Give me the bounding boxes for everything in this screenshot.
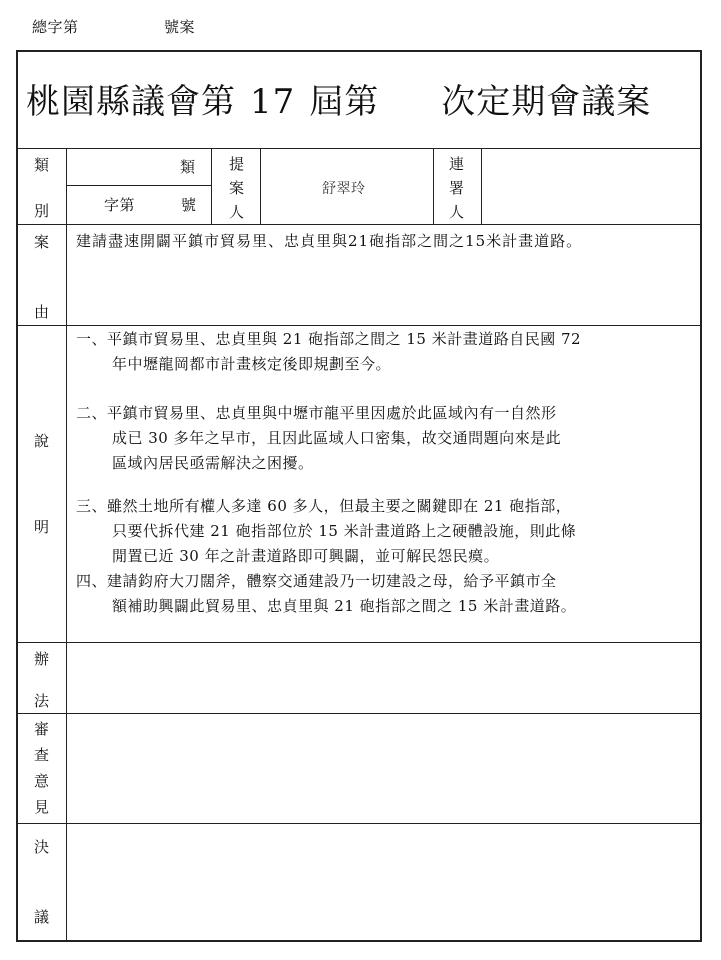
- page-title: [26, 74, 651, 123]
- reason-label-top: 案: [34, 233, 50, 251]
- session-number: 17: [250, 82, 296, 122]
- proposer-label-1: 提: [229, 155, 245, 173]
- title-right: 次定期會議案: [441, 82, 652, 122]
- method-label-top: 辦: [34, 650, 50, 668]
- proposer-name: 舒翠玲: [322, 181, 366, 197]
- divider-title: [17, 148, 701, 149]
- category-label-top: 類: [34, 156, 50, 174]
- explanation-item-3-line-2: 只要代拆代建 21 砲指部位於 15 米計畫道路上之硬體設施，則此條: [112, 522, 577, 540]
- explanation-label-top: 說: [34, 432, 50, 450]
- divider-proposer-label: [260, 148, 261, 224]
- review-label-4: 見: [34, 798, 50, 816]
- resolution-label-bottom: 議: [34, 908, 50, 926]
- category-number-left: 字第: [104, 196, 136, 214]
- divider-cosigner-label: [481, 148, 482, 224]
- explanation-item-1-line-1: 一、平鎮市貿易里、忠貞里與 21 砲指部之間之 15 米計畫道路自民國 72: [76, 330, 582, 348]
- explanation-item-3-line-3: 閒置已近 30 年之計畫道路即可興闢，並可解民怨民瘼。: [112, 547, 500, 565]
- divider-category-right: [211, 148, 212, 224]
- title-middle: 屆第: [309, 82, 380, 122]
- review-label-2: 查: [34, 746, 50, 764]
- explanation-label-bottom: 明: [34, 518, 50, 536]
- cosigner-label-3: 人: [449, 203, 465, 221]
- divider-review: [17, 823, 701, 824]
- explanation-item-1-line-2: 年中壢龍岡都市計畫核定後即規劃至今。: [112, 355, 392, 373]
- explanation-item-3-line-1: 三、雖然土地所有權人多達 60 多人，但最主要之關鍵即在 21 砲指部，: [76, 497, 572, 515]
- total-number-prefix: 總字第: [32, 18, 79, 36]
- category-number-right: 號: [181, 196, 197, 214]
- explanation-item-2-line-1: 二、平鎮市貿易里、忠貞里與中壢市龍平里因處於此區域內有一自然形: [76, 404, 557, 422]
- cosigner-label-1: 連: [449, 155, 465, 173]
- resolution-label-top: 決: [34, 838, 50, 856]
- category-type: 類: [180, 158, 196, 176]
- divider-category-inner: [67, 185, 211, 186]
- reason-text: 建請盡速開闢平鎮市貿易里、忠貞里與21砲指部之間之15米計畫道路。: [76, 232, 583, 250]
- explanation-item-4-line-1: 四、建請鈞府大刀闊斧，體察交通建設乃一切建設之母，給予平鎮市全: [76, 572, 557, 590]
- divider-explanation: [17, 642, 701, 643]
- cosigner-label-2: 署: [449, 179, 465, 197]
- review-label-1: 審: [34, 720, 50, 738]
- divider-proposer-name: [433, 148, 434, 224]
- total-number-suffix: 號案: [164, 18, 196, 36]
- review-label-3: 意: [34, 772, 50, 790]
- title-left: 桃園縣議會第: [26, 82, 236, 122]
- proposer-label-2: 案: [229, 179, 245, 197]
- divider-label-column: [66, 148, 67, 941]
- reason-label-bottom: 由: [34, 303, 50, 321]
- explanation-item-4-line-2: 額補助興闢此貿易里、忠貞里與 21 砲指部之間之 15 米計畫道路。: [112, 597, 577, 615]
- divider-method: [17, 713, 701, 714]
- explanation-item-2-line-3: 區域內居民亟需解決之困擾。: [112, 454, 314, 472]
- category-label-bottom: 別: [34, 202, 50, 220]
- method-label-bottom: 法: [34, 692, 50, 710]
- explanation-item-2-line-2: 成已 30 多年之早市，且因此區域人口密集，故交通問題向來是此: [112, 429, 562, 447]
- proposer-label-3: 人: [229, 203, 245, 221]
- divider-reason: [17, 325, 701, 326]
- divider-category: [17, 224, 701, 225]
